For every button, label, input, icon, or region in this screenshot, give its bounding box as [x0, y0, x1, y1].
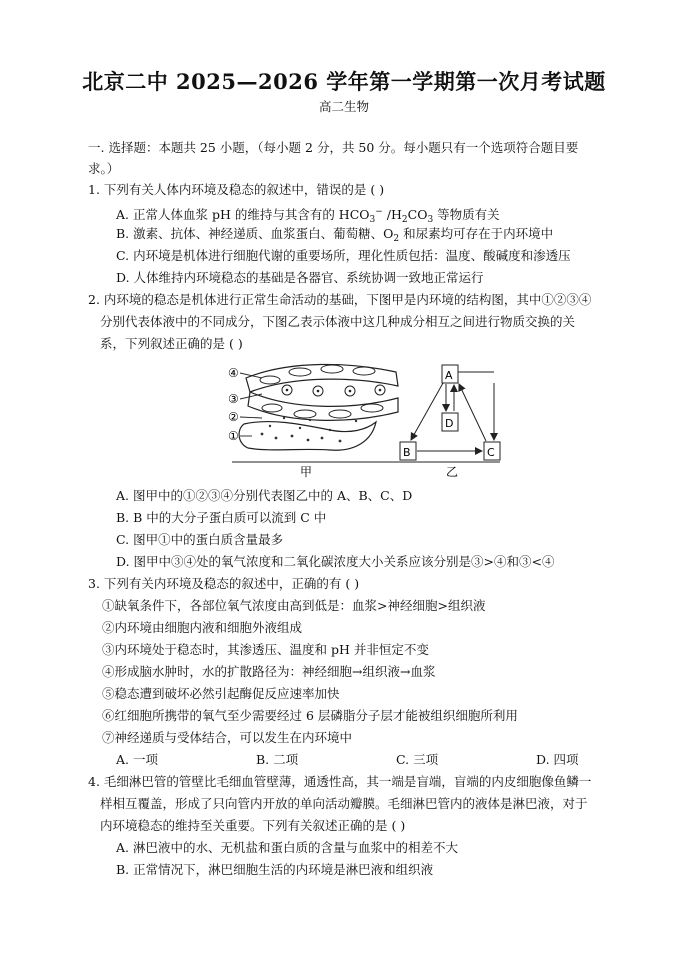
q1-stem: 1. 下列有关人体内环境及稳态的叙述中，错误的是 ( )	[88, 182, 385, 197]
figure-yi	[400, 365, 500, 460]
q1-option-a-sub1: 3	[369, 215, 376, 225]
label-num2: ②	[228, 410, 239, 424]
capillary-lower-wall	[248, 392, 398, 420]
arrow-a-to-b	[411, 383, 443, 440]
q1-option-a-post: 等物质有关	[433, 207, 500, 222]
exam-subtitle: 高二生物	[318, 99, 369, 114]
q3-statement-6: ⑥红细胞所携带的氧气至少需要经过 6 层磷脂分子层才能被组织细胞所利用	[102, 708, 518, 723]
q1-option-b-sub: 2	[393, 234, 400, 244]
tissue-cell-region	[239, 422, 376, 451]
q4-stem-line1: 4. 毛细淋巴管的管壁比毛细血管壁薄，通透性高，其一端是盲端，盲端的内皮细胞像鱼鳞一	[88, 774, 592, 789]
section-instructions-line2: 求。）	[88, 161, 120, 176]
q4-option-a: A. 淋巴液中的水、无机盐和蛋白质的含量与血浆中的相差不大	[116, 840, 458, 855]
arrow-c-to-a	[459, 384, 486, 441]
q4-stem-line2: 样相互覆盖，形成了只向管内开放的单向活动瓣膜。毛细淋巴管内的液体是淋巴液，对于	[100, 796, 588, 811]
label-num3: ③	[228, 392, 239, 406]
q1-option-c: C. 内环境是机体进行细胞代谢的重要场所，理化性质包括：温度、酸碱度和渗透压	[116, 248, 571, 263]
label-num4: ④	[228, 366, 239, 380]
section-instructions-line1: 一. 选择题：本题共 25 小题，（每小题 2 分，共 50 分。每小题只有一个选项符合题目要	[88, 140, 579, 155]
label-jia: 甲	[300, 465, 313, 479]
q3-statement-2: ②内环境由细胞内液和细胞外液组成	[102, 620, 303, 635]
q3-option-b: B. 二项	[256, 752, 299, 767]
label-yi: 乙	[446, 465, 459, 479]
node-B-label: B	[403, 446, 411, 459]
figure-jia	[228, 364, 398, 450]
q1-option-a-sub3: 3	[427, 215, 434, 225]
q2-stem-line1: 2. 内环境的稳态是机体进行正常生命活动的基础，下图甲是内环境的结构图，其中①②③④	[88, 292, 592, 307]
q1-option-a-text: A. 正常人体血浆 pH 的维持与其含有的 HCO	[116, 207, 370, 222]
node-D-label: D	[445, 417, 454, 430]
q2-stem-line3: 系，下列叙述正确的是 ( )	[100, 336, 243, 351]
q3-statement-3: ③内环境处于稳态时，其渗透压、温度和 pH 并非恒定不变	[102, 642, 429, 657]
q2-stem-line2: 分别代表体液中的不同成分，下图乙表示体液中这几种成分相互之间进行物质交换的关	[100, 314, 576, 329]
q2-option-c: C. 图甲①中的蛋白质含量最多	[116, 532, 284, 547]
exam-title: 北京二中 2025—2026 学年第一学期第一次月考试题	[82, 69, 606, 94]
label-num1: ①	[228, 429, 239, 443]
q3-option-c: C. 三项	[396, 752, 439, 767]
q1-option-b-text: B. 激素、抗体、神经递质、血浆蛋白、葡萄糖、O	[116, 226, 394, 241]
node-C-label: C	[487, 446, 495, 459]
q3-statement-5: ⑤稳态遭到破坏必然引起酶促反应速率加快	[102, 686, 340, 701]
node-A-label: A	[445, 369, 453, 382]
q2-option-d: D. 图甲中③④处的氧气浓度和二氧化碳浓度大小关系应该分别是③>④和③<④	[116, 554, 555, 569]
q3-statement-4: ④形成脑水肿时，水的扩散路径为：神经细胞→组织液→血浆	[102, 664, 436, 679]
q1-option-a-mid: /H	[382, 207, 402, 222]
q2-option-b: B. B 中的大分子蛋白质可以流到 C 中	[116, 510, 327, 525]
q1-option-a-mid2: CO	[407, 207, 428, 222]
q3-stem: 3. 下列有关内环境及稳态的叙述中，正确的有 ( )	[88, 576, 360, 591]
q2-option-a: A. 图甲中的①②③④分别代表图乙中的 A、B、C、D	[116, 488, 413, 503]
q4-option-b: B. 正常情况下，淋巴细胞生活的内环境是淋巴液和组织液	[116, 862, 434, 877]
q3-option-a: A. 一项	[116, 752, 158, 767]
q1-option-d: D. 人体维持内环境稳态的基础是各器官、系统协调一致地正常运行	[116, 270, 484, 285]
q1-option-b-post: 和尿素均可存在于内环境中	[399, 226, 554, 241]
q1-option-a-sup: −	[375, 207, 383, 217]
q3-option-d: D. 四项	[536, 752, 579, 767]
q4-stem-line3: 内环境稳态的维持至关重要。下列有关叙述正确的是 ( )	[100, 818, 406, 833]
q3-statement-1: ①缺氧条件下，各部位氧气浓度由高到低是：血浆>神经细胞>组织液	[102, 598, 486, 613]
q3-statement-7: ⑦神经递质与受体结合，可以发生在内环境中	[102, 730, 353, 745]
q1-option-a-sub2: 2	[401, 215, 408, 225]
